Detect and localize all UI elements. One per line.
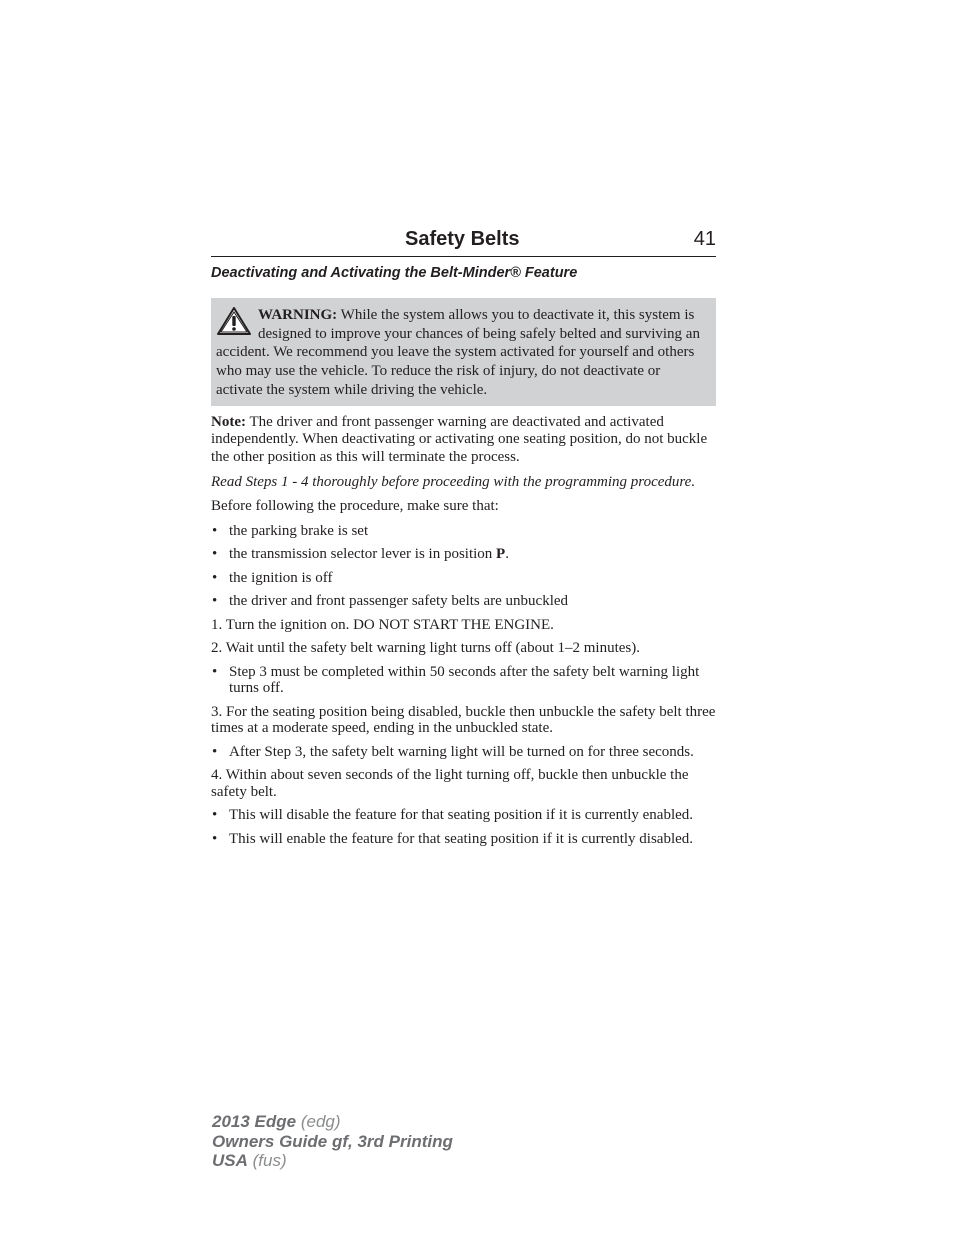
warning-box	[211, 298, 716, 406]
bullet-marker: •	[212, 546, 218, 563]
subheading: Deactivating and Activating the Belt-Minder® Feature	[211, 265, 578, 281]
bullet-marker: •	[212, 569, 218, 586]
bullet-marker: •	[212, 593, 218, 610]
footer-line-model: 2013 Edge (edg)	[212, 1112, 341, 1131]
page-header	[211, 228, 716, 257]
warning-text: While the system allows you to deactivate it, this system is designed to improve your chances of being safely belted and surviving an accident. We recommend you leave the system activated for yourself and others who may use the vehicle. To reduce the risk of injury, do not deactivate or activate the system while driving the vehicle.	[216, 307, 700, 398]
before-intro: Before following the procedure, make sure that:	[211, 498, 499, 515]
list-item	[211, 744, 716, 761]
manual-page	[211, 228, 716, 847]
bullet-marker: •	[212, 663, 218, 680]
note-text: The driver and front passenger warning are deactivated and activated independently. When deactivating or activating one seating position, do not buckle the other position as this will terminate the process.	[211, 413, 708, 466]
list-item-text: After Step 3, the safety belt warning light will be turned on for three seconds.	[229, 743, 694, 760]
note-label: Note:	[211, 413, 246, 430]
list-item-text: the parking brake is set	[229, 522, 369, 539]
page-number: 41	[693, 228, 716, 250]
list-item-text: the driver and front passenger safety belts are unbuckled	[229, 593, 569, 610]
list-item	[211, 807, 716, 824]
section-title: Safety Belts	[405, 228, 520, 250]
bullet-marker: •	[212, 522, 218, 539]
list-item	[211, 546, 716, 563]
footer-line-guide: Owners Guide gf, 3rd Printing	[212, 1131, 453, 1151]
footer-line-market: USA (fus)	[212, 1151, 287, 1170]
step-1: 1. Turn the ignition on. DO NOT START THE ENGINE.	[211, 616, 554, 633]
bullet-marker: •	[212, 743, 218, 760]
list-item	[211, 831, 716, 848]
list-item	[211, 593, 716, 610]
position-p: P	[496, 546, 506, 563]
read-steps-paragraph: Read Steps 1 - 4 thoroughly before proceeding with the programming procedure.	[211, 473, 696, 490]
warning-label: WARNING:	[258, 307, 338, 323]
list-item-text: Step 3 must be completed within 50 seconds after the safety belt warning light turns off.	[229, 663, 700, 697]
step-4: 4. Within about seven seconds of the light turning off, buckle then unbuckle the safety belt.	[211, 767, 689, 800]
list-item-text: the ignition is off	[229, 569, 333, 586]
bullet-marker: •	[212, 830, 218, 847]
list-item	[211, 664, 716, 697]
list-item-text: the transmission selector lever is in position P.	[229, 546, 509, 563]
list-item	[211, 523, 716, 540]
note-paragraph	[211, 414, 716, 467]
list-item-text: This will enable the feature for that seating position if it is currently disabled.	[229, 830, 694, 847]
bullet-marker: •	[212, 807, 218, 824]
step-3: 3. For the seating position being disabled, buckle then unbuckle the safety belt three times at a moderate speed, ending in the unbuckled state.	[211, 703, 716, 737]
list-item-text: This will disable the feature for that seating position if it is currently enabled.	[229, 807, 694, 824]
warning-triangle-icon	[216, 306, 252, 336]
page-footer	[212, 1112, 453, 1171]
step-2: 2. Wait until the safety belt warning light turns off (about 1–2 minutes).	[211, 640, 641, 657]
list-item	[211, 570, 716, 587]
